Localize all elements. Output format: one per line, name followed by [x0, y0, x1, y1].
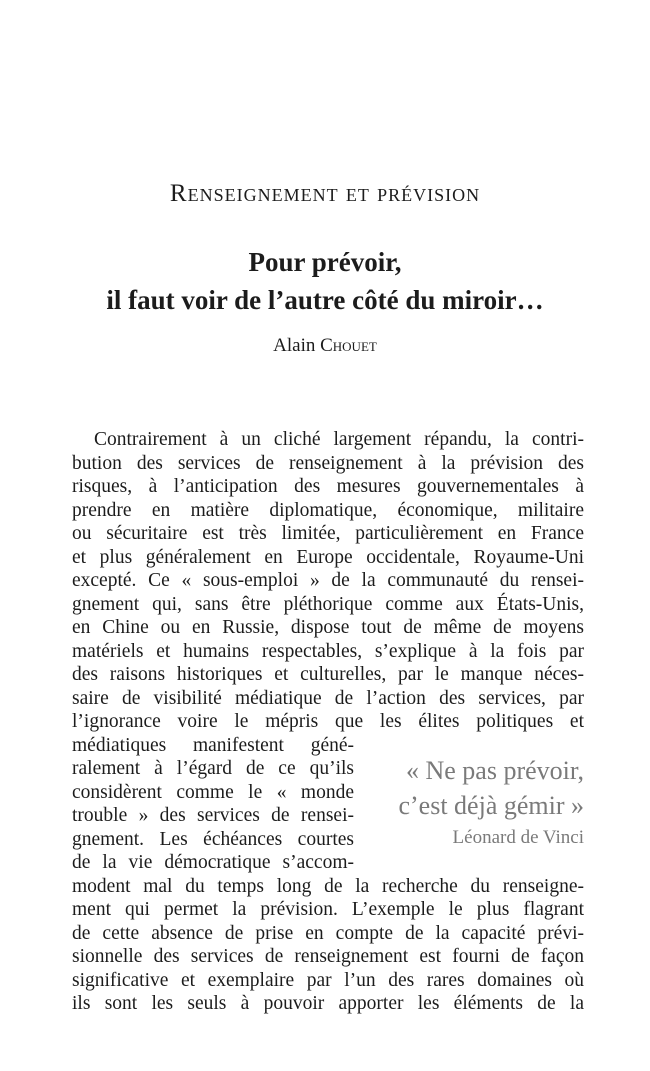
epigraph — [364, 753, 584, 852]
body-line: risques, à l’anticipation des mesures gouvernementales à — [72, 476, 584, 497]
body-line: médiatiques manifestent géné- — [72, 735, 354, 756]
body-line: gnement qui, sans être pléthorique comme aux États-Unis, — [72, 594, 584, 615]
body-line: des raisons historiques et culturelles, par le manque néces- — [72, 664, 584, 685]
body-line: ou sécuritaire est très limitée, particulièrement en France — [72, 523, 584, 544]
body-line: ils sont les seuls à pouvoir apporter les éléments de la — [72, 993, 584, 1014]
body-line: ment qui permet la prévision. L’exemple le plus flagrant — [72, 899, 584, 920]
author-last-name: Chouet — [320, 335, 377, 356]
body-line: Contrairement à un cliché largement répandu, la contri- — [94, 429, 584, 450]
body-line: excepté. Ce « sous-emploi » de la communauté du rensei- — [72, 570, 584, 591]
body-line: et plus généralement en Europe occidentale, Royaume-Uni — [72, 547, 584, 568]
author-byline — [0, 333, 650, 359]
article-title — [0, 243, 650, 319]
body-line: gnement. Les échéances courtes — [72, 829, 354, 850]
body-line: matériels et humains respectables, s’explique à la fois par — [72, 641, 584, 662]
author-first-name: Alain — [273, 335, 316, 356]
article-title-line-2: il faut voir de l’autre côté du miroir… — [106, 285, 544, 315]
section-title: Renseignement et prévision — [169, 180, 481, 207]
body-line: sionnelle des services de renseignement est fourni de façon — [72, 946, 584, 967]
epigraph-attribution: Léonard de Vinci — [452, 827, 584, 848]
body-line: l’ignorance voire le mépris que les élites politiques et — [72, 711, 584, 732]
body-line: ralement à l’égard de ce qu’ils — [72, 758, 354, 779]
body-line: bution des services de renseignement à la prévision des — [72, 453, 584, 474]
body-line: considèrent comme le « monde — [72, 782, 354, 803]
body-line: significative et exemplaire par l’un des rares domaines où — [72, 970, 584, 991]
body-line: trouble » des services de rensei- — [72, 805, 354, 826]
body-line: de la vie démocratique s’accom- — [72, 852, 354, 873]
body-line: en Chine ou en Russie, dispose tout de même de moyens — [72, 617, 584, 638]
body-line: de cette absence de prise en compte de la capacité prévi- — [72, 923, 584, 944]
body-line: saire de visibilité médiatique de l’action des services, par — [72, 688, 584, 709]
epigraph-line-2: c’est déjà gémir » — [398, 791, 584, 820]
body-line: prendre en matière diplomatique, économique, militaire — [72, 500, 584, 521]
body-line: modent mal du temps long de la recherche du renseigne- — [72, 876, 584, 897]
epigraph-line-1: « Ne pas prévoir, — [405, 756, 584, 785]
article-title-line-1: Pour prévoir, — [248, 247, 402, 277]
